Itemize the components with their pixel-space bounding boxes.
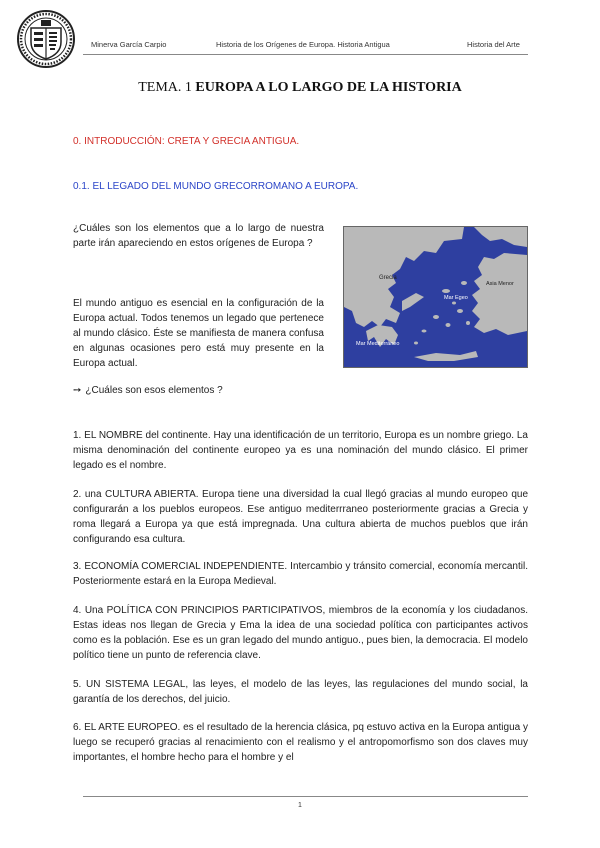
map-label-asia-menor: Asia Menor [486,281,514,287]
header-rule [83,54,528,55]
item-1-paragraph: 1. EL NOMBRE del continente. Hay una identificación de un territorio, Europa es un nombre griego. La misma denominación del continente europeo ya es una nominación del mundo clásico. El primer legado es el nombre. [73,430,528,471]
title-main: EUROPA A LO LARGO DE LA HISTORIA [195,80,462,95]
title-prefix: TEMA. 1 [138,80,192,95]
footer-rule [83,796,528,797]
arrow-icon: ➙ [73,385,82,396]
intro-heading: 0. INTRODUCCIÓN: CRETA Y GRECIA ANTIGUA. [73,136,300,147]
page-number: 1 [298,802,302,809]
item-2-paragraph: 2. una CULTURA ABIERTA. Europa tiene una diversidad la cual llegó gracias al mundo europeo que configurarán a los pueblos europeos. Ese antiguo mediterrraneo posteriormente gracias a Grecia y roma llegará a Europa ya que está impregnada. Una cultura abierta de muchos pueblos que irán configurando esa cultura. [73,489,528,545]
map-label-mar-mediterraneo: Mar Mediterráneo [356,341,400,347]
header-subject: Historia del Arte [467,40,520,49]
item-4-paragraph: 4. Una POLÍTICA CON PRINCIPIOS PARTICIPATIVOS, miembros de la economía y los ciudadanos. Estas ideas nos llegan de Grecia y Ema la idea de una sociedad política con participantes activos como es la población. Ese es un gran legado del mundo antiguo., pues bien, la democracia. El modelo político tiene un punto de referencia clave. [73,605,528,661]
question-paragraph: ¿Cuáles son los elementos que a lo largo de nuestra parte irán apareciendo en estos orígenes de Europa ? [73,223,324,249]
university-logo [16,9,76,69]
map-label-mar-egeo: Mar Egeo [444,295,468,301]
header-course-title: Historia de los Orígenes de Europa. Historia Antigua [216,40,390,49]
header-author: Minerva García Carpio [91,40,167,49]
which-text: ¿Cuáles son esos elementos ? [85,385,223,396]
item-6-paragraph: 6. EL ARTE EUROPEO. es el resultado de la herencia clásica, pq estuvo activa en la Europa antigua y luego se recuperó gracias al renacimiento con el realismo y el antropomorfismo son dos claves muy importantes, el hombre hecho para el hombre y el [73,722,528,763]
which-line [73,383,373,398]
antiguo-paragraph: El mundo antiguo es esencial en la configuración de la Europa actual. Todos tenemos un legado que pertenece al mundo clásico. Éste se manifiesta de manera confusa en algunas ocasiones pero está muy presente en la Europa actual. [73,298,324,369]
map-label-grecia: Grecia [379,275,397,281]
aegean-map [343,226,528,368]
item-3-paragraph: 3. ECONOMÍA COMERCIAL INDEPENDIENTE. Intercambio y tránsito comercial, economía mercantil. Posteriormente estará en la Europa Medieval. [73,561,528,587]
page-title [0,80,600,96]
legado-heading: 0.1. EL LEGADO DEL MUNDO GRECORROMANO A EUROPA. [73,181,359,192]
item-5-paragraph: 5. UN SISTEMA LEGAL, las leyes, el modelo de las leyes, las regulaciones del mundo social, la garantía de los derechos, del juicio. [73,679,528,705]
